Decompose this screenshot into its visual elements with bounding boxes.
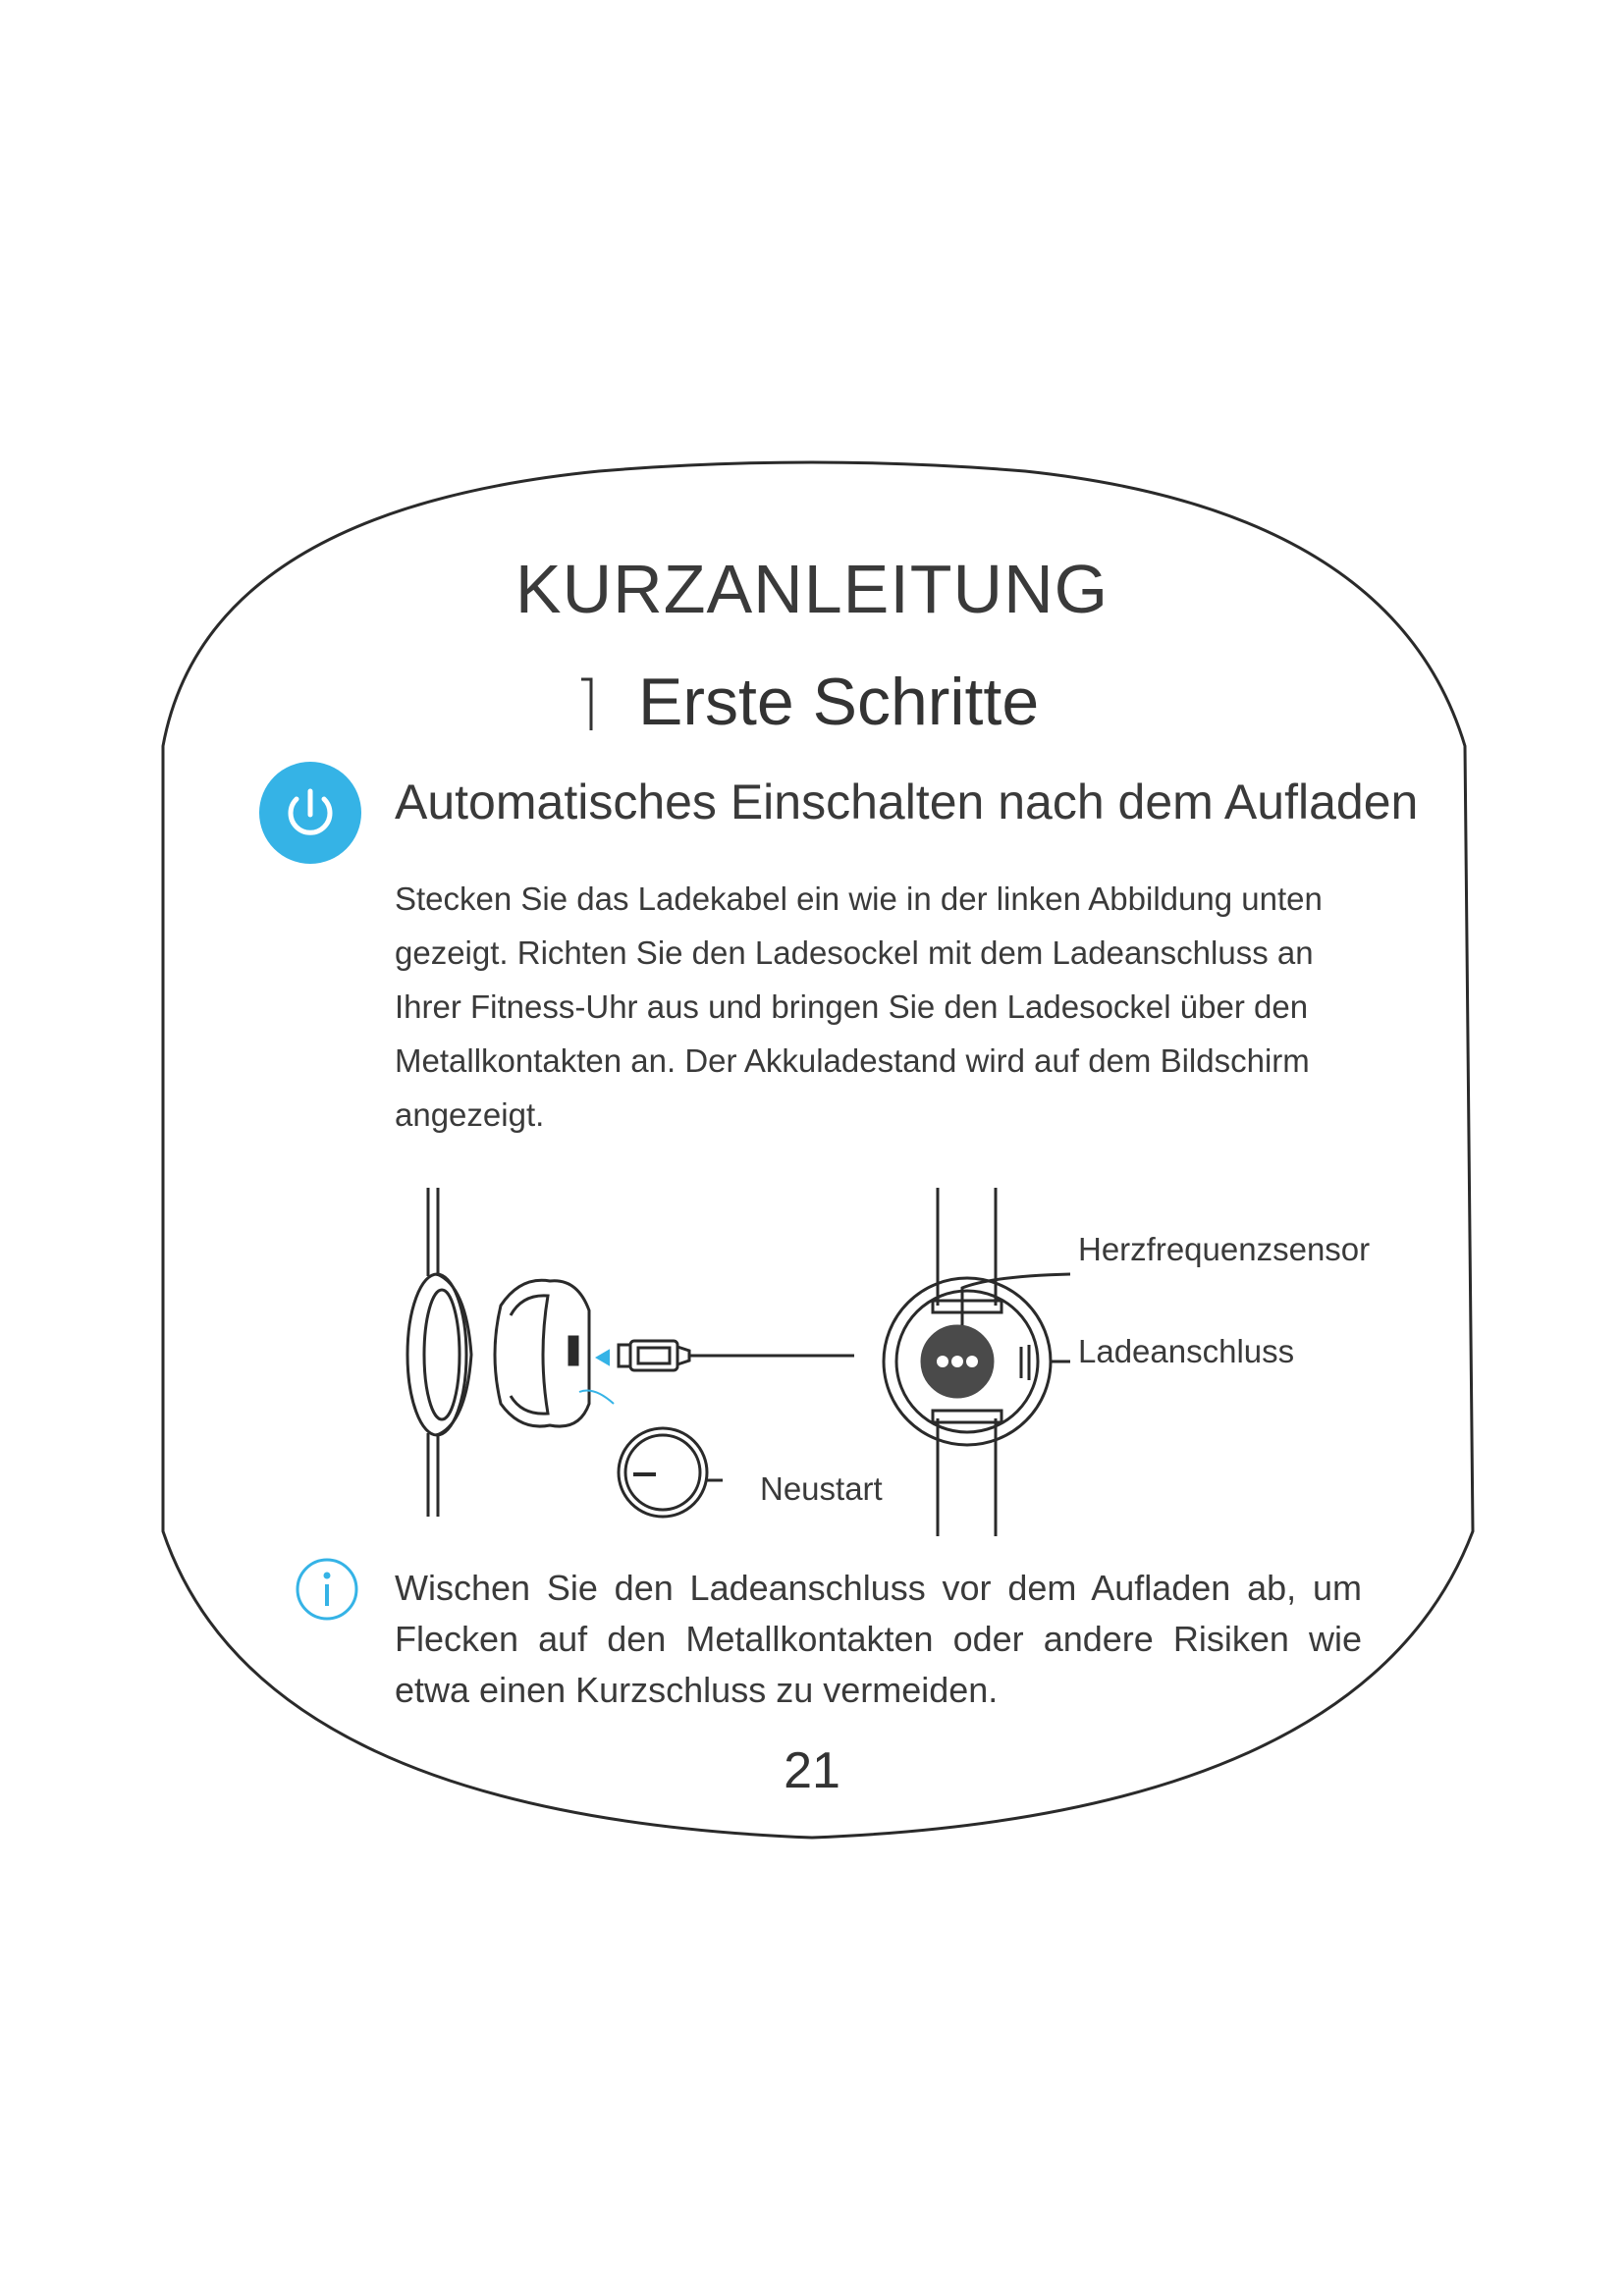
page-subtitle: Erste Schritte bbox=[638, 665, 1040, 739]
page-number: 21 bbox=[784, 1742, 840, 1799]
page-title: KURZANLEITUNG bbox=[514, 551, 1110, 627]
instructions-line: Ihrer Fitness-Uhr aus und bringen Sie den Ladesockel über den bbox=[395, 988, 1309, 1025]
section-heading: Automatisches Einschalten nach dem Aufladen bbox=[395, 774, 1419, 829]
watch-side-view bbox=[407, 1188, 471, 1517]
label-restart: Neustart bbox=[760, 1470, 883, 1507]
charging-cradle bbox=[495, 1280, 589, 1426]
note-text: Wischen Sie den Ladeanschluss vor dem Aufladen ab, um Flecken auf den Metallkontakten oder andere Risiken wie etwa einen Kurzschluss zu vermeiden. bbox=[395, 1568, 1362, 1710]
instructions-line: Stecken Sie das Ladekabel ein wie in der linken Abbildung unten bbox=[395, 881, 1323, 917]
usb-cable bbox=[619, 1341, 854, 1370]
instructions-line: Metallkontakten an. Der Akkuladestand wird auf dem Bildschirm bbox=[395, 1042, 1310, 1079]
label-charging-port: Ladeanschluss bbox=[1078, 1333, 1295, 1369]
instructions-text bbox=[395, 872, 1386, 1142]
info-icon bbox=[293, 1555, 361, 1624]
power-icon bbox=[259, 762, 361, 864]
section-bracket-icon bbox=[579, 677, 597, 732]
instructions-line: angezeigt. bbox=[395, 1096, 545, 1133]
label-hr-sensor: Herzfrequenzsensor bbox=[1078, 1231, 1371, 1267]
restart-inset bbox=[619, 1428, 723, 1517]
instructions-line: gezeigt. Richten Sie den Ladesockel mit dem Ladeanschluss an bbox=[395, 934, 1314, 971]
